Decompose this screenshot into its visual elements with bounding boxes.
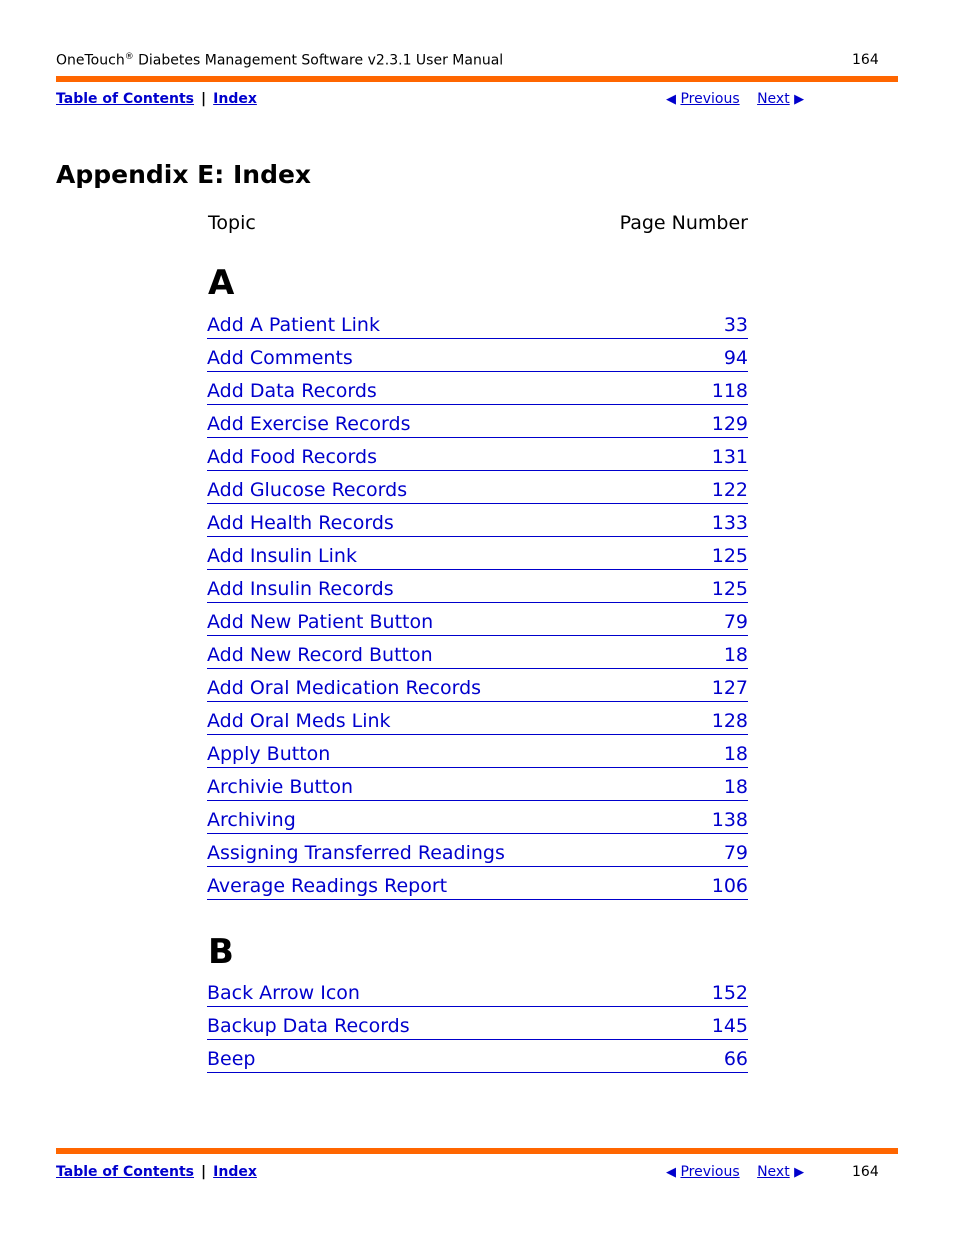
- previous-arrow-icon[interactable]: ◀: [666, 92, 676, 107]
- topic-column-header: Topic: [208, 212, 256, 234]
- index-entry[interactable]: Backup Data Records 145: [207, 1008, 748, 1040]
- index-entry[interactable]: Add Insulin Records 125: [207, 571, 748, 603]
- index-entry[interactable]: Archiving 138: [207, 802, 748, 834]
- next-link[interactable]: Next: [757, 91, 790, 107]
- index-link[interactable]: Index: [213, 91, 257, 107]
- index-list-a: [207, 307, 748, 901]
- bottom-nav-links: [56, 1164, 257, 1180]
- index-entry[interactable]: Average Readings Report 106: [207, 868, 748, 900]
- index-entry[interactable]: Add Oral Medication Records 127: [207, 670, 748, 702]
- index-entry[interactable]: Add A Patient Link 33: [207, 307, 748, 339]
- index-entry[interactable]: Add Insulin Link 125: [207, 538, 748, 570]
- page-title: Appendix E: Index: [56, 160, 312, 189]
- top-nav-links: [56, 91, 257, 107]
- index-entry[interactable]: Apply Button 18: [207, 736, 748, 768]
- section-letter-b: B: [208, 932, 234, 972]
- index-entry[interactable]: Back Arrow Icon 152: [207, 975, 748, 1007]
- index-link[interactable]: Index: [213, 1164, 257, 1180]
- nav-separator: |: [201, 91, 207, 107]
- previous-arrow-icon[interactable]: ◀: [666, 1165, 676, 1180]
- header-divider: [56, 76, 898, 82]
- index-entry[interactable]: Add Food Records 131: [207, 439, 748, 471]
- document-header-title: OneTouch® Diabetes Management Software v2.3.1 User Manual: [56, 52, 504, 69]
- index-entry[interactable]: Beep 66: [207, 1041, 748, 1073]
- index-entry[interactable]: Assigning Transferred Readings 79: [207, 835, 748, 867]
- index-entry[interactable]: Archivie Button 18: [207, 769, 748, 801]
- next-arrow-icon[interactable]: ▶: [794, 92, 805, 107]
- top-page-nav: [666, 91, 804, 107]
- page-number-column-header: Page Number: [619, 212, 748, 234]
- index-entry[interactable]: Add Oral Meds Link 128: [207, 703, 748, 735]
- index-entry[interactable]: Add Exercise Records 129: [207, 406, 748, 438]
- footer-divider: [56, 1148, 898, 1154]
- previous-link[interactable]: Previous: [680, 1164, 740, 1180]
- bottom-page-nav: [666, 1164, 804, 1180]
- table-of-contents-link[interactable]: Table of Contents: [56, 91, 195, 107]
- nav-separator: |: [201, 1164, 207, 1180]
- previous-link[interactable]: Previous: [680, 91, 740, 107]
- index-entry[interactable]: Add New Record Button 18: [207, 637, 748, 669]
- index-entry[interactable]: Add New Patient Button 79: [207, 604, 748, 636]
- footer-page-number: 164: [852, 1164, 879, 1180]
- table-of-contents-link[interactable]: Table of Contents: [56, 1164, 195, 1180]
- index-entry[interactable]: Add Health Records 133: [207, 505, 748, 537]
- index-entry[interactable]: Add Comments 94: [207, 340, 748, 372]
- header-page-number: 164: [852, 52, 879, 68]
- index-entry[interactable]: Add Data Records 118: [207, 373, 748, 405]
- next-link[interactable]: Next: [757, 1164, 790, 1180]
- index-list-b: [207, 975, 748, 1074]
- next-arrow-icon[interactable]: ▶: [794, 1165, 805, 1180]
- index-entry[interactable]: Add Glucose Records 122: [207, 472, 748, 504]
- section-letter-a: A: [208, 263, 235, 303]
